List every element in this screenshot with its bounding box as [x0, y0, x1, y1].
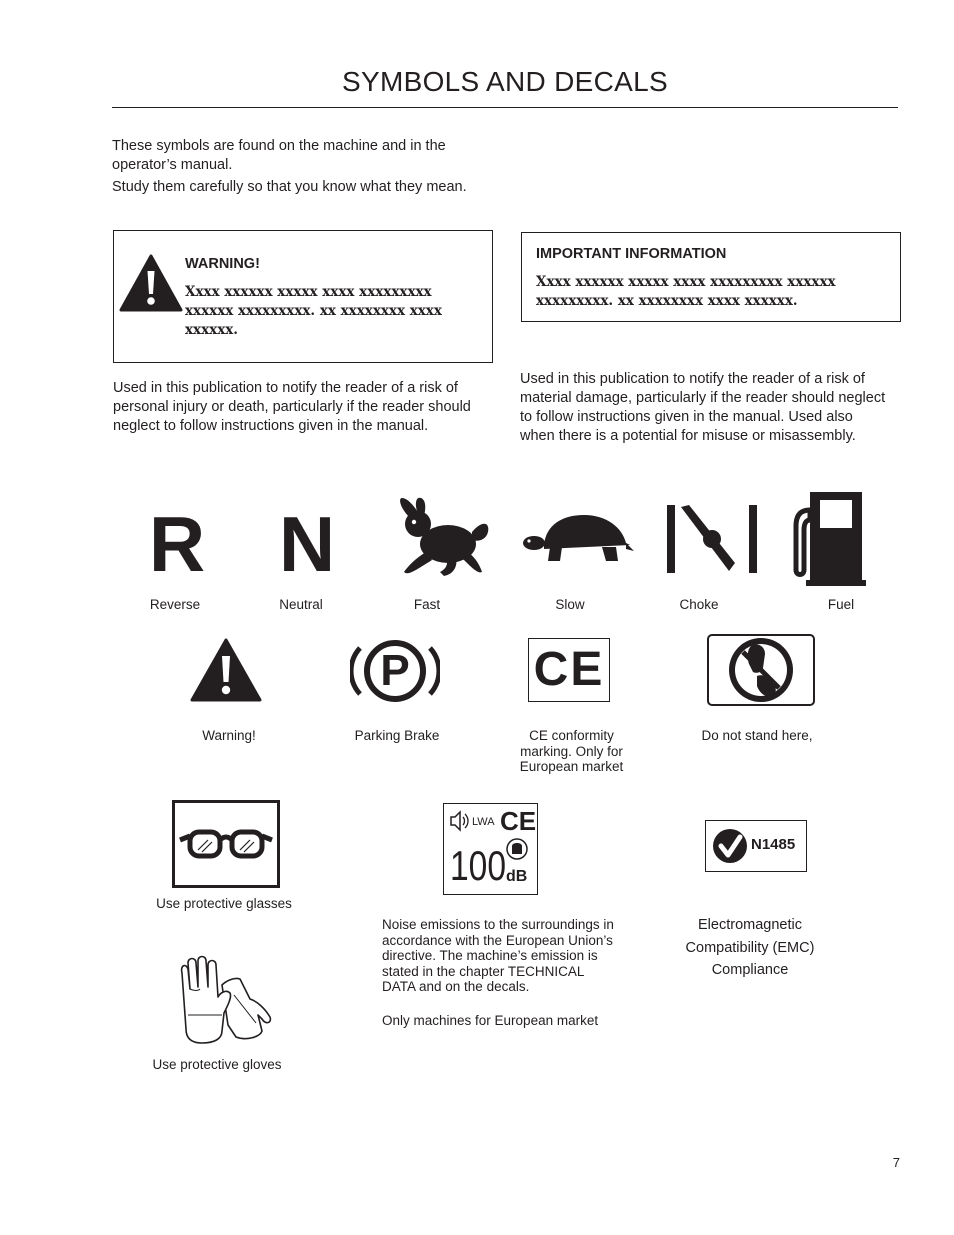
warning-triangle-icon — [119, 254, 183, 312]
noise-decal-icon — [443, 803, 538, 895]
rabbit-icon — [396, 496, 492, 578]
no-stand-icon — [707, 634, 815, 706]
fuel-pump-icon — [790, 490, 870, 586]
parking-letter: P — [380, 646, 410, 695]
fast-label: Fast — [413, 597, 441, 612]
page-title: SYMBOLS AND DECALS — [342, 66, 668, 97]
choke-icon — [665, 503, 761, 575]
nostand-label: Do not stand here, — [701, 728, 813, 743]
reverse-letter-icon: R — [148, 500, 206, 588]
emc-badge — [705, 820, 807, 872]
emc-check-icon — [712, 828, 748, 864]
noise-text-1: Noise emissions to the surroundings in accordance with the European Union’s directive. The machine’s emission is stated in the chapter TECHNICAL DATA and on the decals. — [382, 917, 614, 994]
neutral-letter-icon: N — [278, 500, 336, 588]
ce-glyph: CE — [533, 643, 605, 696]
page-number: 7 — [892, 1155, 900, 1170]
warning-text: Xxxx xxxxxx xxxxx xxxx xxxxxxxxx xxxxxx xxxxxxxxx. xx xxxxxxxx xxxx xxxxxx. — [185, 284, 442, 338]
emc-badge-text: N1485 — [751, 836, 796, 853]
parking-brake-icon — [350, 638, 440, 704]
choke-label: Choke — [679, 597, 719, 612]
intro-line-2: Study them carefully so that you know what they mean. — [112, 179, 467, 195]
parking-label: Parking Brake — [354, 728, 440, 743]
gloves-icon — [176, 955, 276, 1045]
info-text: Xxxx xxxxxx xxxxx xxxx xxxxxxxxx xxxxxx xxxxxxxxx. xx xxxxxxxx xxxx xxxxxx. — [536, 274, 836, 309]
emc-label: Electromagnetic Compatibility (EMC) Compliance — [685, 917, 815, 978]
warning-description: Used in this publication to notify the reader of a risk of personal injury or death, particularly if the reader should neglect to follow instructions given in the manual. — [113, 380, 471, 434]
warning-triangle-icon — [190, 638, 262, 702]
glasses-icon — [172, 800, 280, 888]
info-description: Used in this publication to notify the reader of a risk of material damage, particularly if the reader should neglect to follow instructions given in the manual. Used also when there is a potential for misuse or misassembly. — [520, 371, 886, 444]
ear-protection-icon — [506, 838, 528, 860]
info-box — [521, 232, 901, 322]
lwa-label: LWA — [472, 816, 495, 828]
warning-label: Warning! — [202, 728, 256, 743]
warning-heading: WARNING! — [185, 256, 260, 272]
reverse-label: Reverse — [149, 597, 201, 612]
ce-label: CE conformity marking. Only for European market — [519, 728, 624, 774]
speaker-icon — [449, 809, 469, 833]
ce-mark-icon — [528, 638, 610, 702]
slow-label: Slow — [555, 597, 585, 612]
noise-value: 100 — [450, 842, 507, 889]
noise-text-2: Only machines for European market — [382, 1013, 599, 1028]
glasses-label: Use protective glasses — [156, 896, 292, 911]
info-heading: IMPORTANT INFORMATION — [536, 246, 727, 262]
fuel-label: Fuel — [827, 597, 855, 612]
gloves-label: Use protective gloves — [152, 1057, 282, 1072]
turtle-icon — [522, 511, 634, 567]
intro-line-1: These symbols are found on the machine and in the operator’s manual. — [112, 138, 446, 173]
noise-ce-glyph: CE — [500, 806, 537, 836]
noise-unit: dB — [506, 868, 528, 885]
warning-box — [113, 230, 493, 363]
title-rule — [112, 107, 898, 108]
neutral-label: Neutral — [279, 597, 323, 612]
